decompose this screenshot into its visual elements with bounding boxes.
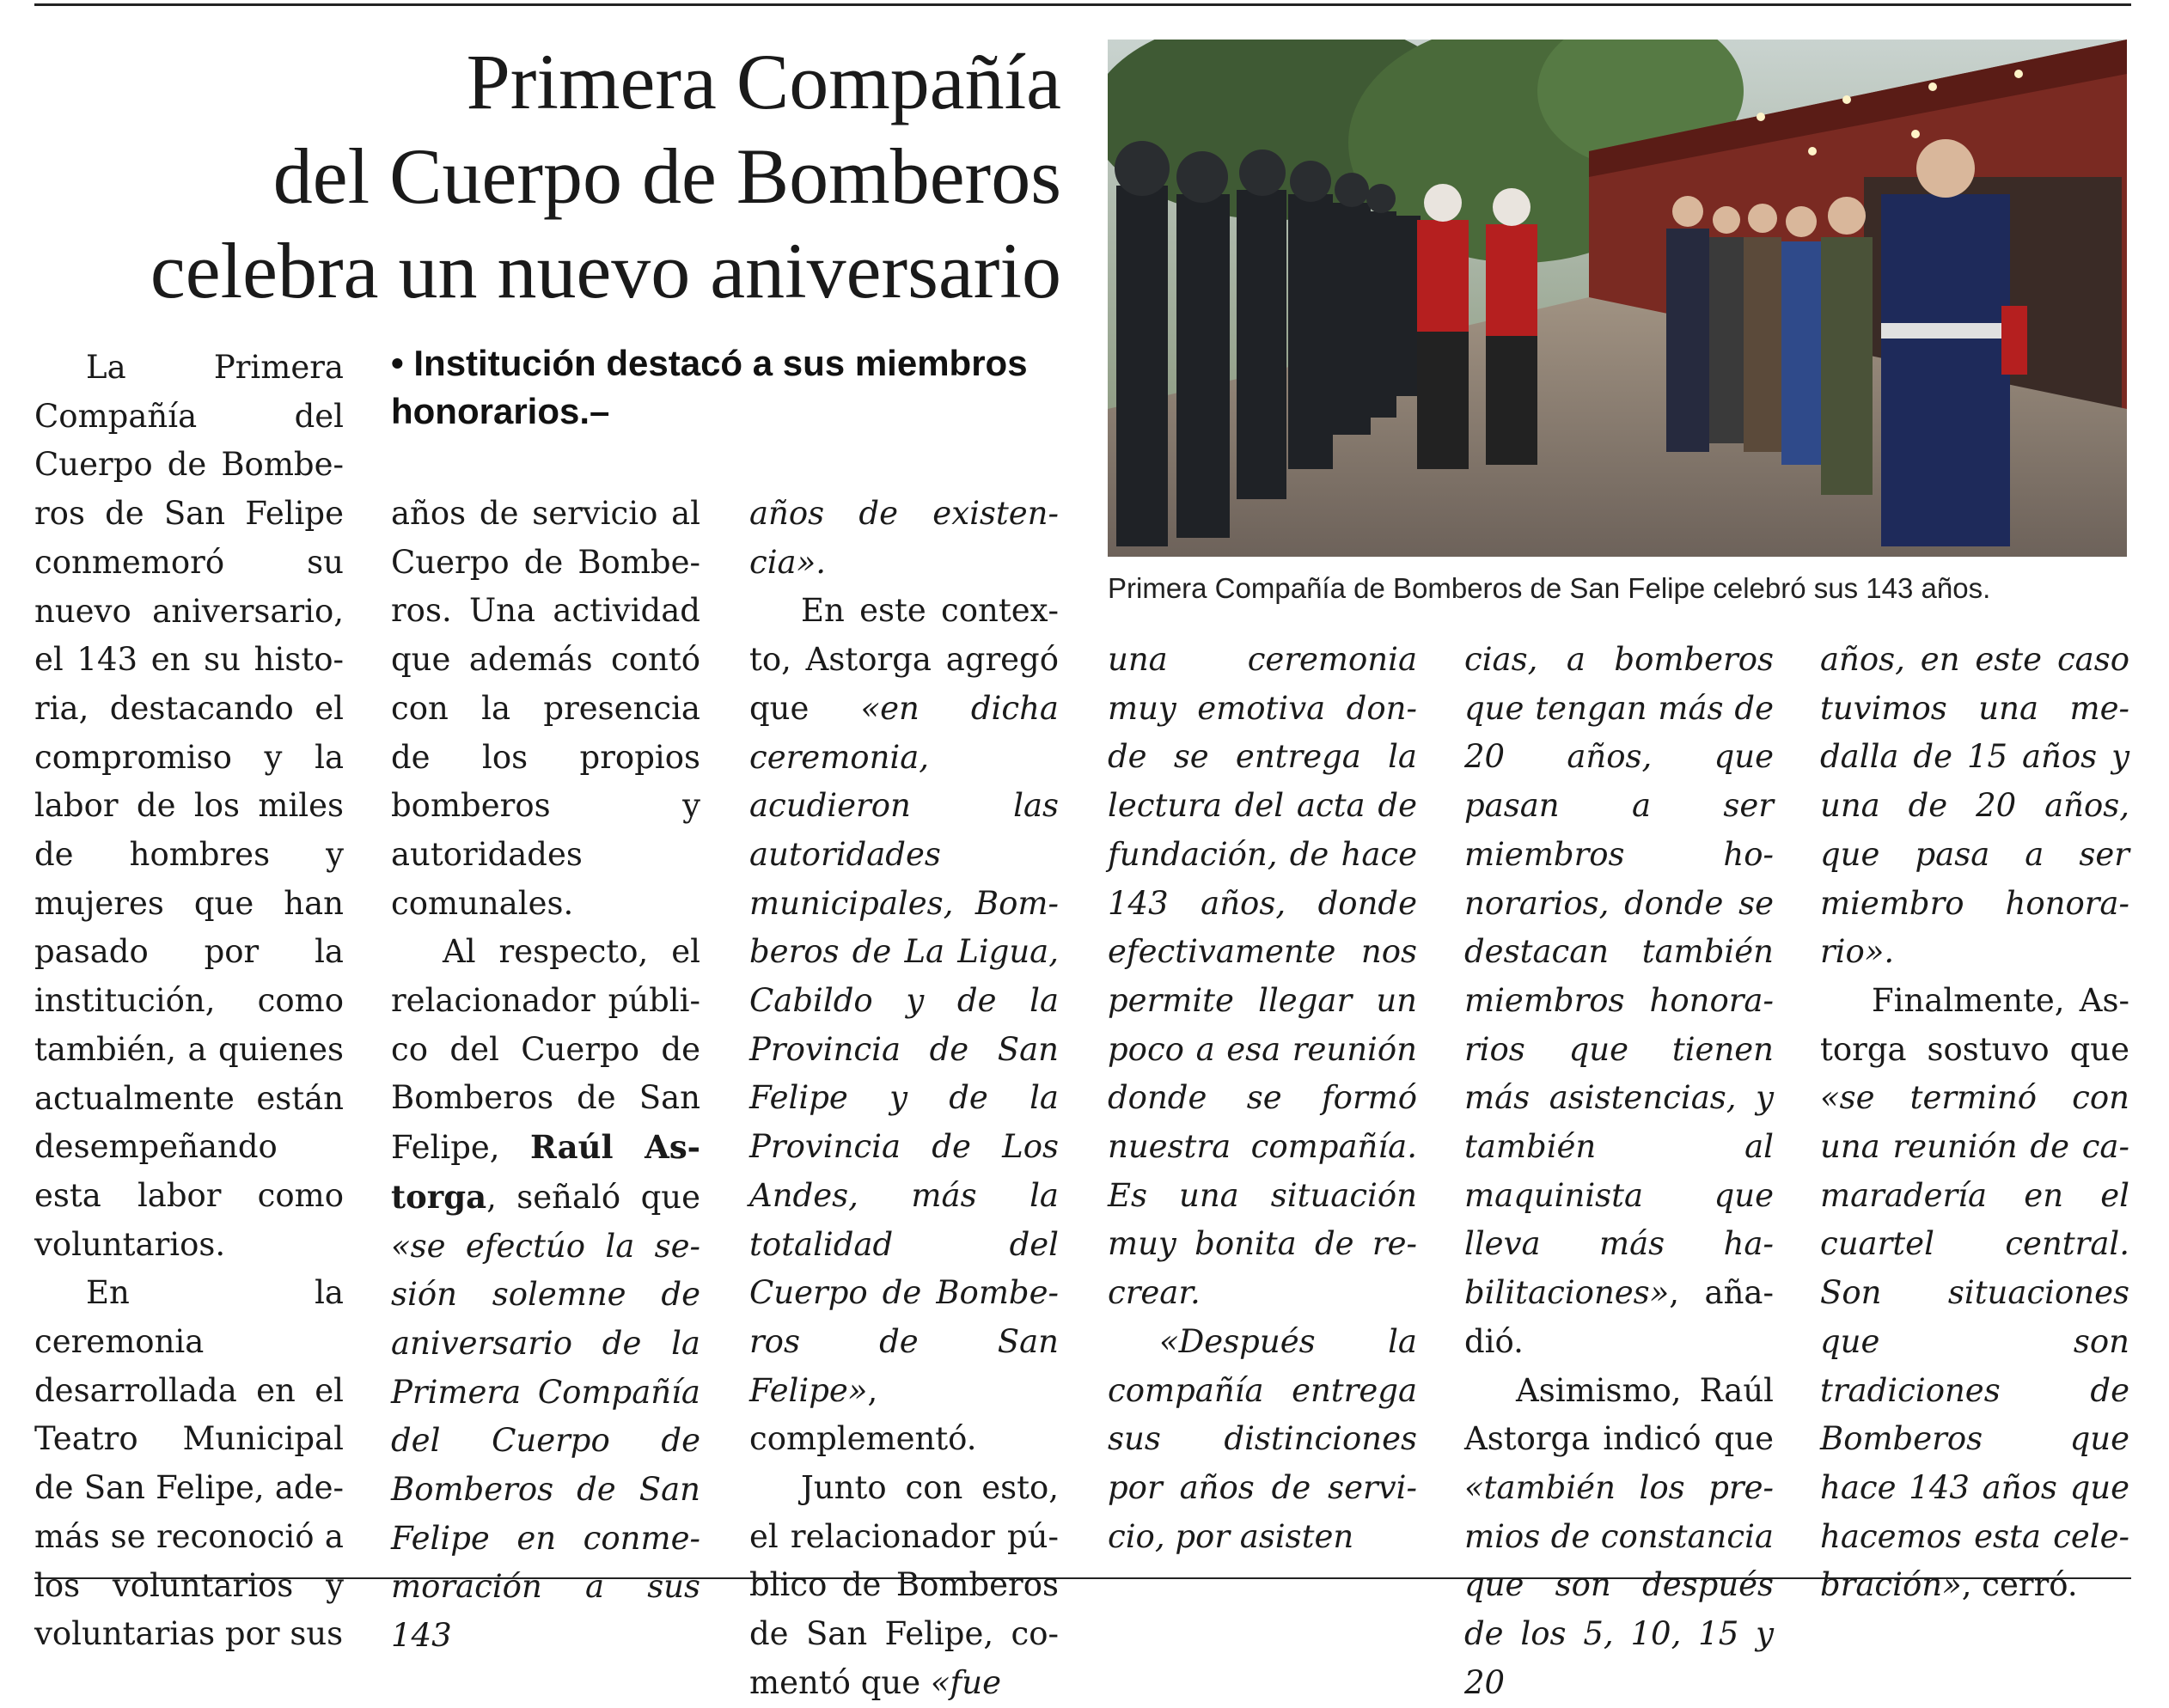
- photo-caption: Primera Compañía de Bomberos de San Felipe celebró sus 143 años.: [1108, 572, 1991, 604]
- headline-line-1: Primera Compañía: [466, 38, 1061, 125]
- quote: «se efectúo la sesión solemne de aniversario de la Primera Compañía del Cuerpo de Bomberos de San Felipe en conmemoración a sus 143: [391, 1227, 700, 1655]
- headline: [52, 34, 1061, 318]
- quote: años, en este caso tuvimos una medalla de 15 años y una de 20 años, que pasa a ser miembro honorario».: [1820, 641, 2129, 971]
- bottom-rule: [34, 1577, 2131, 1579]
- text-run: En este contexto, Astorga agregó que: [749, 592, 1059, 727]
- quote: «también los premios de constancia que son después de los 5, 10, 15 y 20: [1464, 1468, 1774, 1701]
- headline-line-3: celebra un nuevo aniversario: [150, 227, 1061, 314]
- quote: «se terminó con una reunión de camaradería en el cuartel central. Son situaciones que son tradiciones de Bomberos que hace 143 años que hacemos esta celebración»: [1820, 1079, 2129, 1604]
- ceremony-photo: [1108, 40, 2127, 557]
- paragraph: [1464, 1367, 1774, 1708]
- paragraph: [1464, 636, 1774, 1367]
- body-column-4: [1108, 636, 1417, 1561]
- body-column-5: [1464, 636, 1774, 1707]
- text-run: , complementó.: [749, 1371, 977, 1458]
- quote: «en dicha ceremonia, acudieron las autoridades municipales, Bomberos de La Ligua, Cabildo y de la Provincia de San Felipe y de la Provincia de Los Andes, más la totalidad del Cuerpo de Bomberos de San Felipe»: [749, 689, 1059, 1409]
- text-run: , cerró.: [1961, 1566, 2078, 1604]
- paragraph: [1820, 977, 2129, 1610]
- quoted-person-name: Raúl Astorga: [391, 1128, 701, 1216]
- paragraph: [391, 928, 700, 1661]
- paragraph: En la ceremonia desarrollada en el Teatro Municipal de San Felipe, además se reconoció a los voluntarios y voluntarias por sus: [34, 1274, 344, 1653]
- text-run: Finalmente, Astorga sostuvo que: [1820, 981, 2129, 1068]
- text-run: Al respecto, el relacionador público del Cuerpo de Bomberos de San Felipe,: [391, 933, 700, 1167]
- paragraph: La Primera Compañía del Cuerpo de Bomberos de San Felipe conmemoró su nuevo aniversario, el 143 en su historia, destacando el compromiso y la labor de los miles de hombres y mujeres que han pasado por la institución, como también, a quienes actualmente están desempeñando esta labor como voluntarios.: [34, 349, 344, 1263]
- body-column-1: [34, 344, 344, 1659]
- body-column-3: [749, 490, 1059, 1708]
- quote: una ceremonia muy emotiva donde se entrega la lectura del acta de fundación, de hace 143 años, donde efectivamente nos permite llegar un poco a esa reunión donde se formó nuestra compañía. Es una situación muy bonita de recrear.: [1108, 641, 1417, 1312]
- text-run: , señaló que: [486, 1178, 700, 1216]
- paragraph: años de servicio al Cuerpo de Bomberos. Una actividad que además contó con la presencia de los propios bomberos y autoridades comunales.: [391, 495, 700, 922]
- subheadline: • Institución destacó a sus miembros honorarios.–: [391, 343, 1028, 431]
- quote: años de existencia».: [749, 495, 1059, 581]
- text-run: Asimismo, Raúl Astorga indicó que: [1464, 1371, 1774, 1458]
- body-column-6: [1820, 636, 2129, 1610]
- quote: «fue: [930, 1663, 1001, 1701]
- quote: «Después la compañía entrega sus distinciones por años de servicio, por asisten: [1108, 1322, 1417, 1555]
- paragraph: [749, 587, 1059, 1464]
- top-rule: [34, 3, 2131, 6]
- quote: cias, a bomberos que tengan más de 20 años, que pasan a ser miembros honorarios, donde se destacan también miembros honorarios que tienen más asistencias, y también al maquinista que lleva más habilitaciones»: [1464, 641, 1774, 1312]
- body-column-2: [391, 490, 700, 1661]
- headline-line-2: del Cuerpo de Bomberos: [272, 132, 1061, 220]
- text-run: , añadió.: [1464, 1274, 1774, 1360]
- paragraph: [749, 1464, 1059, 1708]
- text-run: Junto con esto, el relacionador público de Bomberos de San Felipe, comentó que: [749, 1469, 1059, 1701]
